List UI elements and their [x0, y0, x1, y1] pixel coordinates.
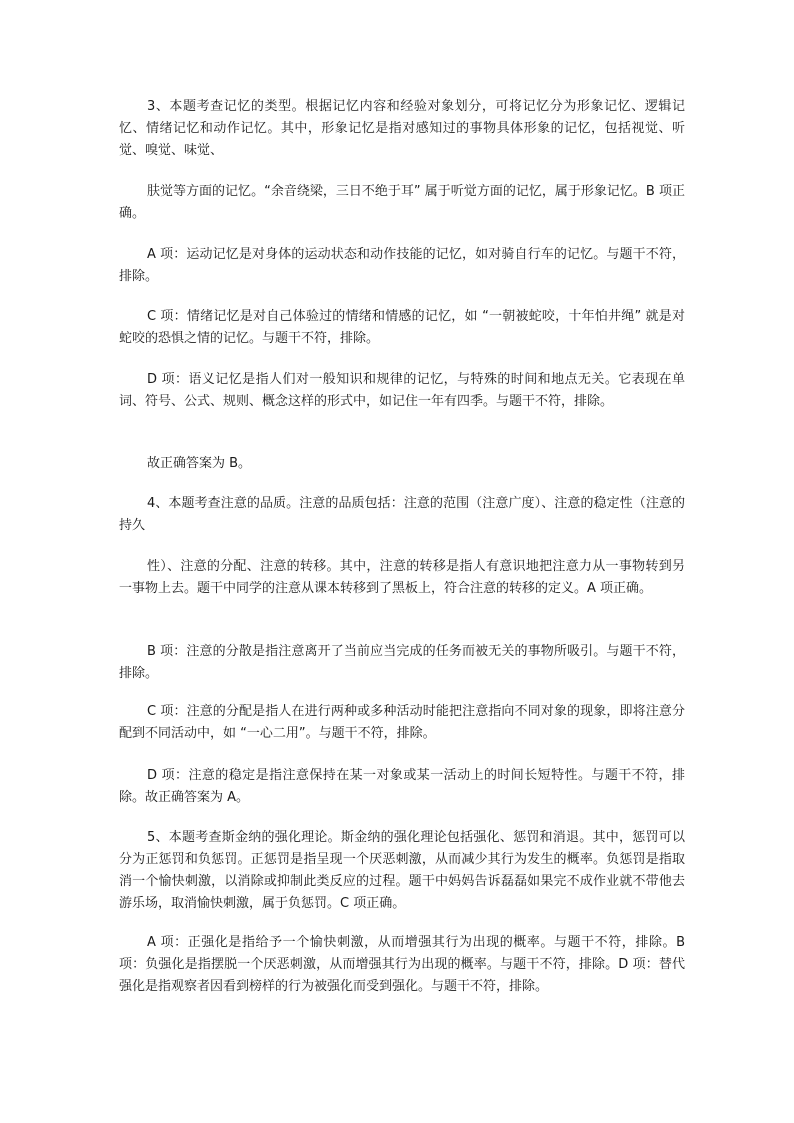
paragraph-q4-intro: 4、本题考查注意的品质。注意的品质包括：注意的范围（注意广度）、注意的稳定性（注意的持久 [119, 496, 685, 533]
paragraph-q3-option-a: A 项：运动记忆是对身体的运动状态和动作技能的记忆，如对骑自行车的记忆。与题干不符，排除。 [119, 247, 685, 284]
paragraph-q3-option-d: D 项：语义记忆是指人们对一般知识和规律的记忆，与特殊的时间和地点无关。它表现在单词、符号、公式、规则、概念这样的形式中，如记住一年有四季。与题干不符，排除。 [119, 372, 685, 409]
paragraph-q3-option-c: C 项：情绪记忆是对自己体验过的情绪和情感的记忆，如 “一朝被蛇咬，十年怕井绳” 就是对蛇咬的恐惧之情的记忆。与题干不符，排除。 [119, 309, 685, 346]
paragraph-q4-option-c: C 项：注意的分配是指人在进行两种或多种活动时能把注意指向不同对象的现象，即将注意分配到不同活动中，如 “一心二用”。与题干不符，排除。 [119, 704, 685, 741]
paragraph-q5-options: A 项：正强化是指给予一个愉快刺激，从而增强其行为出现的概率。与题干不符，排除。B 项：负强化是指摆脱一个厌恶刺激，从而增强其行为出现的概率。与题干不符，排除。D 项：替代强化是指观察者因看到榜样的行为被强化而受到强化。与题干不符，排除。 [119, 935, 685, 994]
paragraph-q4-continued: 性）、注意的分配、注意的转移。其中，注意的转移是指人有意识地把注意力从一事物转到另一事物上去。题干中同学的注意从课本转移到了黑板上，符合注意的转移的定义。A 项正确。 [119, 559, 685, 596]
paragraph-q4-option-b: B 项：注意的分散是指注意离开了当前应当完成的任务而被无关的事物所吸引。与题干不符，排除。 [119, 644, 685, 681]
paragraph-q4-option-d: D 项：注意的稳定是指注意保持在某一对象或某一活动上的时间长短特性。与题干不符，排除。故正确答案为 A。 [119, 768, 685, 805]
paragraph-q3-intro: 3、本题考查记忆的类型。根据记忆内容和经验对象划分，可将记忆分为形象记忆、逻辑记忆、情绪记忆和动作记忆。其中，形象记忆是指对感知过的事物具体形象的记忆，包括视觉、听觉、嗅觉、味觉、 [119, 99, 685, 158]
paragraph-q5-intro: 5、本题考查斯金纳的强化理论。斯金纳的强化理论包括强化、惩罚和消退。其中，惩罚可以分为正惩罚和负惩罚。正惩罚是指呈现一个厌恶刺激，从而减少其行为发生的概率。负惩罚是指取消一个愉快刺激，以消除或抑制此类反应的过程。题干中妈妈告诉磊磊如果完不成作业就不带他去游乐场，取消愉快刺激，属于负惩罚。C 项正确。 [119, 830, 685, 911]
paragraph-q3-answer: 故正确答案为 B。 [147, 456, 252, 471]
paragraph-q3-continued: 肤觉等方面的记忆。“余音绕梁，三日不绝于耳” 属于听觉方面的记忆，属于形象记忆。B 项正确。 [119, 184, 685, 221]
